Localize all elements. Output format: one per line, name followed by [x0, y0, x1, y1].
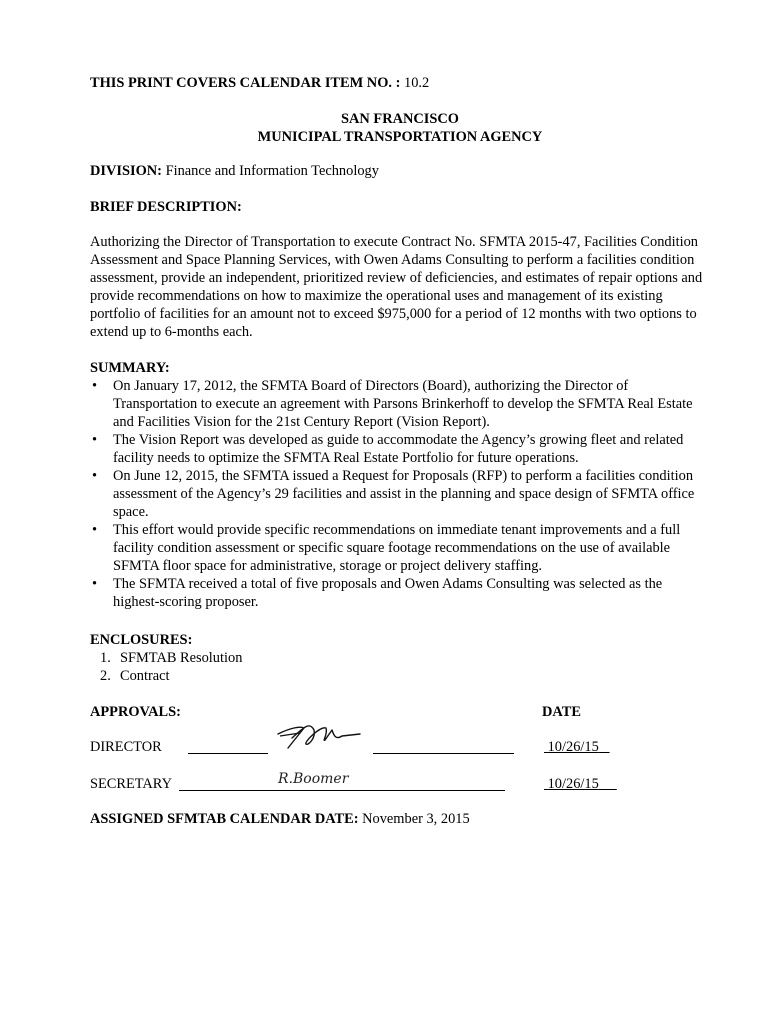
summary-item: • On June 12, 2015, the SFMTA issued a Request for Proposals (RFP) to perform a facilities condition assessment of the Agency’s 29 facilities and assist in the planning and space design of SFMTA office space.: [92, 468, 695, 520]
agency-title: [90, 110, 710, 146]
svg-text:R.Boomer: R.Boomer: [278, 771, 349, 787]
director-signature-line-1: [188, 738, 268, 754]
calendar-date-value: November 3, 2015: [362, 811, 470, 827]
bullet-icon: •: [92, 378, 98, 394]
bullet-icon: •: [92, 468, 98, 484]
approvals-header: [90, 703, 710, 721]
document-page: [90, 74, 710, 828]
bullet-icon: •: [92, 576, 98, 592]
division-value: Finance and Information Technology: [165, 163, 379, 179]
enclosure-item: 2. Contract: [100, 668, 170, 684]
agency-line-2: MUNICIPAL TRANSPORTATION AGENCY: [257, 129, 543, 145]
summary-item: • The Vision Report was developed as guide to accommodate the Agency’s growing fleet and related facility needs to optimize the SFMTA Real Estate Portfolio for future operations.: [92, 432, 684, 466]
enclosure-item: 1. SFMTAB Resolution: [100, 650, 243, 666]
calendar-item-line: [90, 74, 710, 92]
director-signature-line-2: [373, 738, 514, 754]
approvals-heading: APPROVALS:: [90, 704, 181, 720]
director-label: DIRECTOR: [90, 739, 162, 755]
agency-line-1: SAN FRANCISCO: [341, 111, 459, 127]
calendar-date-label: ASSIGNED SFMTAB CALENDAR DATE:: [90, 811, 359, 827]
secretary-signature-icon: [276, 763, 356, 793]
date-heading: DATE: [542, 704, 581, 720]
summary-item: • On January 17, 2012, the SFMTA Board of Directors (Board), authorizing the Director of Transportation to execute an agreement with Parsons Brinkerhoff to develop the SFMTA Real Estate and Facilities Vision for the 21st Century Report (Vision Report).: [92, 378, 693, 430]
summary-list: [90, 377, 710, 611]
calendar-item-label: THIS PRINT COVERS CALENDAR ITEM NO. :: [90, 75, 401, 91]
summary-item: • This effort would provide specific recommendations on immediate tenant improvements and a full facility condition assessment or specific square footage recommendations on the use of available SFMTA floor space for administrative, storage or project delivery staffing.: [92, 522, 681, 574]
division-line: [90, 162, 710, 180]
enclosures-heading: ENCLOSURES:: [90, 632, 193, 648]
director-date: 10/26/15: [547, 739, 599, 755]
bullet-icon: •: [92, 432, 98, 448]
division-label: DIVISION:: [90, 163, 162, 179]
director-signature-icon: [270, 716, 370, 756]
brief-description-text: Authorizing the Director of Transportation to execute Contract No. SFMTA 2015-47, Facilities Condition Assessment and Space Planning Services, with Owen Adams Consulting to perform a facilities condition assessment, provide an independent, prioritized review of deficiencies, and estimates of repair options and provide recommendations on how to maximize the operational uses and management of its existing portfolio of facilities for an amount not to exceed $975,000 for a period of 12 months with two options to extend up to 6-months each.: [90, 234, 703, 340]
bullet-icon: •: [92, 522, 98, 538]
summary-heading: SUMMARY:: [90, 360, 170, 376]
secretary-row: [90, 771, 710, 793]
summary-item: • The SFMTA received a total of five proposals and Owen Adams Consulting was selected as the highest-scoring proposer.: [92, 576, 663, 610]
brief-description-heading: BRIEF DESCRIPTION:: [90, 199, 242, 215]
calendar-date-line: [90, 810, 710, 828]
secretary-label: SECRETARY: [90, 776, 173, 792]
enclosures-list: [90, 649, 710, 685]
secretary-date: 10/26/15: [547, 776, 599, 792]
director-row: [90, 738, 710, 756]
calendar-item-number: 10.2: [404, 75, 430, 91]
